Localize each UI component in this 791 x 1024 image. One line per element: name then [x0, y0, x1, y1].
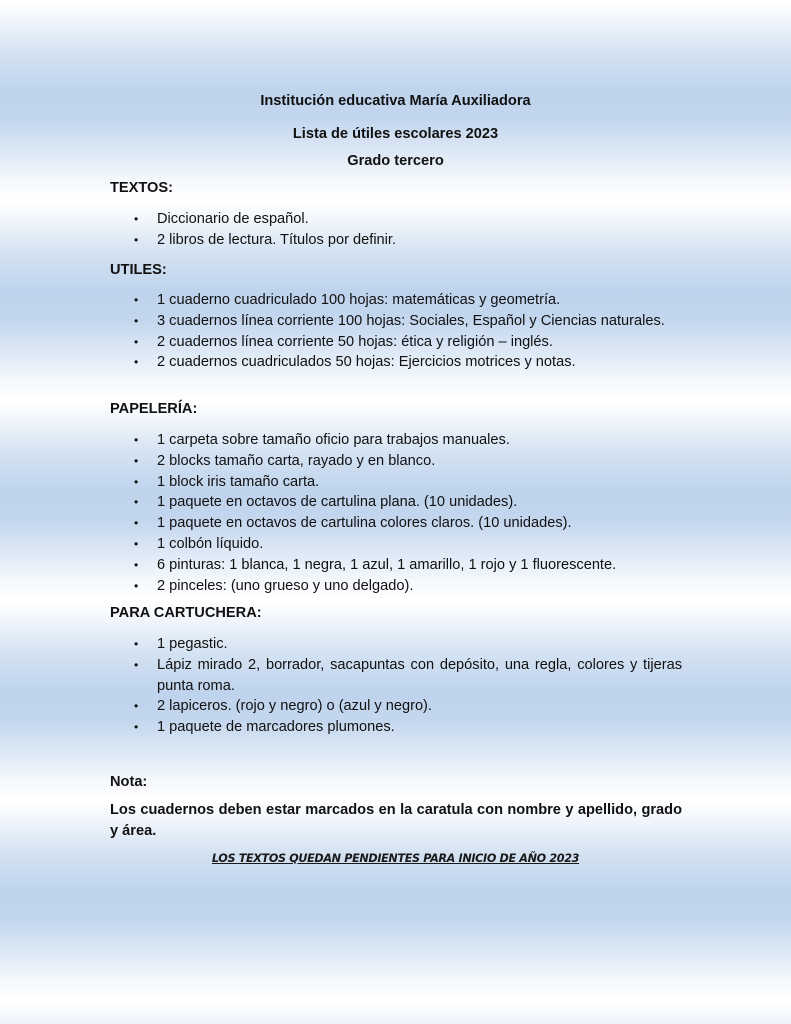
list-item	[110, 451, 682, 472]
list-item-text: 2 cuadernos línea corriente 50 hojas: ética y religión – inglés.	[157, 333, 553, 350]
list-item	[110, 352, 682, 373]
list-item	[110, 311, 682, 332]
list-title: Lista de útiles escolares 2023	[292, 126, 499, 142]
bullet-icon: •	[134, 293, 139, 307]
section-list-textos	[110, 209, 682, 251]
section-heading-utiles: UTILES:	[110, 262, 167, 278]
section-list-papeleria	[110, 430, 682, 596]
list-item	[110, 492, 682, 513]
list-item-text: 2 libros de lectura. Títulos por definir.	[157, 231, 397, 248]
bullet-icon: •	[134, 578, 139, 593]
list-item-text: 1 colbón líquido.	[157, 535, 264, 552]
section-heading-textos: TEXTOS:	[110, 180, 173, 196]
section-heading-papeleria: PAPELERÍA:	[110, 401, 198, 417]
bullet-icon: •	[134, 637, 139, 651]
list-item-text: 1 paquete de marcadores plumones.	[157, 719, 395, 736]
list-item-text: Lápiz mirado 2, borrador, sacapuntas con depósito, una regla, colores y tijeras punta roma.	[157, 656, 682, 694]
list-item	[110, 634, 682, 655]
section-heading-cartuchera: PARA CARTUCHERA:	[110, 605, 262, 621]
bullet-icon: •	[134, 433, 139, 447]
bullet-icon: •	[134, 516, 139, 531]
list-item-text: 1 paquete en octavos de cartulina colores claros. (10 unidades).	[157, 515, 572, 532]
bullet-icon: •	[134, 720, 139, 735]
list-item-text: 1 carpeta sobre tamaño oficio para trabajos manuales.	[157, 432, 510, 448]
list-item-text: Diccionario de español.	[157, 211, 309, 227]
list-item	[110, 430, 682, 451]
list-item	[110, 534, 682, 555]
institution-title: Institución educativa María Auxiliadora	[260, 93, 531, 109]
list-item-text: 1 block iris tamaño carta.	[157, 473, 320, 490]
list-item	[110, 576, 682, 597]
bullet-icon: •	[134, 474, 139, 489]
note-label: Nota:	[110, 774, 148, 790]
bullet-icon: •	[134, 453, 139, 468]
note-text: Los cuadernos deben estar marcados en la caratula con nombre y apellido, grado y área.	[110, 802, 682, 839]
list-item-text: 1 paquete en octavos de cartulina plana. (10 unidades).	[157, 494, 518, 511]
bullet-icon: •	[134, 355, 139, 370]
list-item	[110, 332, 682, 353]
list-item-text: 2 lapiceros. (rojo y negro) o (azul y negro).	[157, 698, 432, 715]
list-item	[110, 696, 682, 717]
pending-texts-notice: LOS TEXTOS QUEDAN PENDIENTES PARA INICIO DE AÑO 2023	[211, 852, 580, 865]
list-item	[110, 472, 682, 493]
list-item	[110, 230, 682, 251]
bullet-icon: •	[134, 212, 139, 226]
list-item-text: 3 cuadernos línea corriente 100 hojas: Sociales, Español y Ciencias naturales.	[157, 312, 665, 329]
bullet-icon: •	[134, 536, 139, 551]
list-item-text: 6 pinturas: 1 blanca, 1 negra, 1 azul, 1 amarillo, 1 rojo y 1 fluorescente.	[157, 556, 617, 573]
bullet-icon: •	[134, 657, 139, 672]
list-item-text: 2 blocks tamaño carta, rayado y en blanco.	[157, 452, 436, 469]
list-item-text: 1 cuaderno cuadriculado 100 hojas: matemáticas y geometría.	[157, 292, 561, 308]
list-item-text: 2 pinceles: (uno grueso y uno delgado).	[157, 577, 414, 594]
list-item	[110, 555, 682, 576]
grade-title: Grado tercero	[347, 153, 444, 169]
section-list-cartuchera	[110, 634, 682, 738]
bullet-icon: •	[134, 232, 139, 247]
list-item-text: 2 cuadernos cuadriculados 50 hojas: Ejercicios motrices y notas.	[157, 354, 576, 371]
bullet-icon: •	[134, 313, 139, 328]
bullet-icon: •	[134, 699, 139, 714]
bullet-icon: •	[134, 495, 139, 510]
list-item	[110, 655, 682, 697]
list-item	[110, 717, 682, 738]
list-item	[110, 209, 682, 230]
bullet-icon: •	[134, 334, 139, 349]
list-item	[110, 290, 682, 311]
section-list-utiles	[110, 290, 682, 373]
bullet-icon: •	[134, 557, 139, 572]
list-item-text: 1 pegastic.	[157, 636, 228, 652]
list-item	[110, 513, 682, 534]
